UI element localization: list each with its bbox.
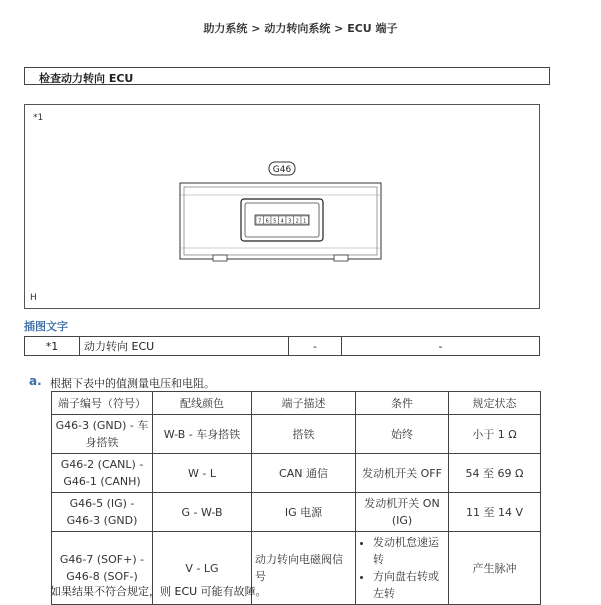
legend-title: 插图文字 [24, 320, 68, 333]
header-condition: 条件 [356, 392, 449, 415]
header-wire-color: 配线颜色 [153, 392, 252, 415]
legend-text: 动力转向 ECU [80, 337, 289, 356]
breadcrumb: 助力系统 > 动力转向系统 > ECU 端子 [203, 22, 398, 35]
cell-condition: 发动机开关 ON (IG) [356, 493, 449, 532]
cell-condition: 发动机开关 OFF [356, 454, 449, 493]
condition-list [359, 534, 445, 602]
spec-table [51, 391, 541, 605]
cell-terminal: G46-2 (CANL) - G46-1 (CANH) [52, 454, 153, 493]
cell-wire-color: V - LG [153, 532, 252, 605]
cell-spec: 小于 1 Ω [449, 415, 541, 454]
table-row [52, 493, 541, 532]
figure-corner-label: H [30, 293, 37, 303]
connector-figure [24, 104, 540, 309]
connector-pin-number: 4 [280, 218, 284, 225]
connector-pins [256, 216, 309, 225]
cell-condition: 始终 [356, 415, 449, 454]
cell-wire-color: W - L [153, 454, 252, 493]
cell-description: 搭铁 [252, 415, 356, 454]
connector-pin-number: 5 [273, 218, 277, 225]
condition-item: • 发动机怠速运转 [373, 534, 445, 568]
table-row [52, 454, 541, 493]
header-description: 端子描述 [252, 392, 356, 415]
cell-spec: 11 至 14 V [449, 493, 541, 532]
cell-terminal: G46-7 (SOF+) - G46-8 (SOF-) [52, 532, 153, 605]
cell-terminal: G46-3 (GND) - 车身搭铁 [52, 415, 153, 454]
legend-col3: - [289, 337, 342, 356]
cell-spec: 54 至 69 Ω [449, 454, 541, 493]
legend-marker: *1 [25, 337, 80, 356]
table-row [52, 415, 541, 454]
legend-table [24, 336, 540, 356]
spec-header-row [52, 392, 541, 415]
connector-pin-number: 1 [303, 218, 307, 225]
cell-terminal: G46-5 (IG) - G46-3 (GND) [52, 493, 153, 532]
legend-row [25, 337, 540, 356]
header-terminal: 端子编号（符号） [52, 392, 153, 415]
cell-spec: 产生脉冲 [449, 532, 541, 605]
header-spec: 规定状态 [449, 392, 541, 415]
cell-description: 动力转向电磁阀信号 [252, 532, 356, 605]
section-title: 检查动力转向 ECU [24, 67, 550, 85]
ecu-connector-drawing [25, 105, 541, 310]
connector-pin-number: 7 [258, 218, 262, 225]
legend-col4: - [342, 337, 540, 356]
cell-description: CAN 通信 [252, 454, 356, 493]
step-text: 根据下表中的值测量电压和电阻。 [50, 377, 215, 390]
cell-condition [356, 532, 449, 605]
connector-pin-number: 2 [295, 218, 299, 225]
result-note: 如果结果不符合规定，则 ECU 可能有故障。 [50, 585, 267, 598]
cell-wire-color: G - W-B [153, 493, 252, 532]
connector-pin-number: 3 [288, 218, 292, 225]
connector-pin-number: 6 [265, 218, 269, 225]
cell-description: IG 电源 [252, 493, 356, 532]
cell-wire-color: W-B - 车身搭铁 [153, 415, 252, 454]
condition-item: • 方向盘右转或左转 [373, 568, 445, 602]
step-marker: a. [29, 374, 42, 388]
figure-marker: *1 [33, 113, 44, 123]
connector-label: G46 [272, 165, 292, 175]
